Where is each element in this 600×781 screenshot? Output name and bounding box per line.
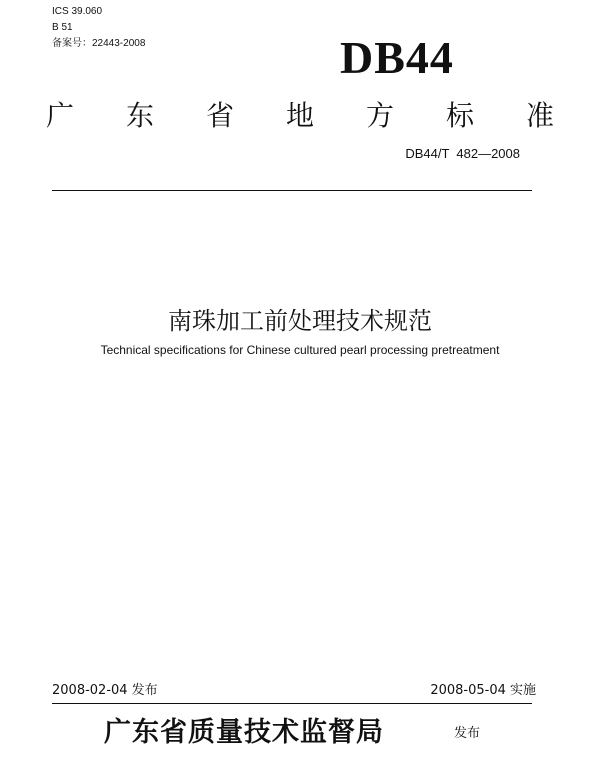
- issuer-action: 发布: [454, 726, 481, 741]
- standard-type-char: 方: [365, 99, 394, 132]
- standard-type-char: 省: [205, 99, 234, 132]
- implement-date: 2008-05-04 实施: [430, 683, 536, 698]
- standard-type-char: 标: [445, 99, 474, 132]
- standard-type-char: 东: [125, 99, 154, 132]
- bottom-divider: [52, 703, 532, 704]
- standard-type-char: 地: [285, 99, 314, 132]
- filing-number: 备案号：22443-2008: [52, 38, 146, 49]
- standard-type-heading: [42, 98, 558, 134]
- standard-type-char: 广: [45, 99, 74, 132]
- db-code-logo: DB44: [340, 32, 454, 83]
- issuer-name: 广东省质量技术监督局: [104, 717, 384, 748]
- top-divider: [52, 190, 532, 191]
- standard-type-char: 准: [525, 99, 554, 132]
- title-english: Technical specifications for Chinese cultured pearl processing pretreatment: [100, 343, 500, 357]
- ccs-code: B 51: [52, 22, 73, 33]
- title-chinese: 南珠加工前处理技术规范: [168, 307, 432, 335]
- standard-number: DB44/T 482—2008: [405, 146, 520, 161]
- publish-date: 2008-02-04 发布: [52, 683, 158, 698]
- ics-code: ICS 39.060: [52, 6, 103, 17]
